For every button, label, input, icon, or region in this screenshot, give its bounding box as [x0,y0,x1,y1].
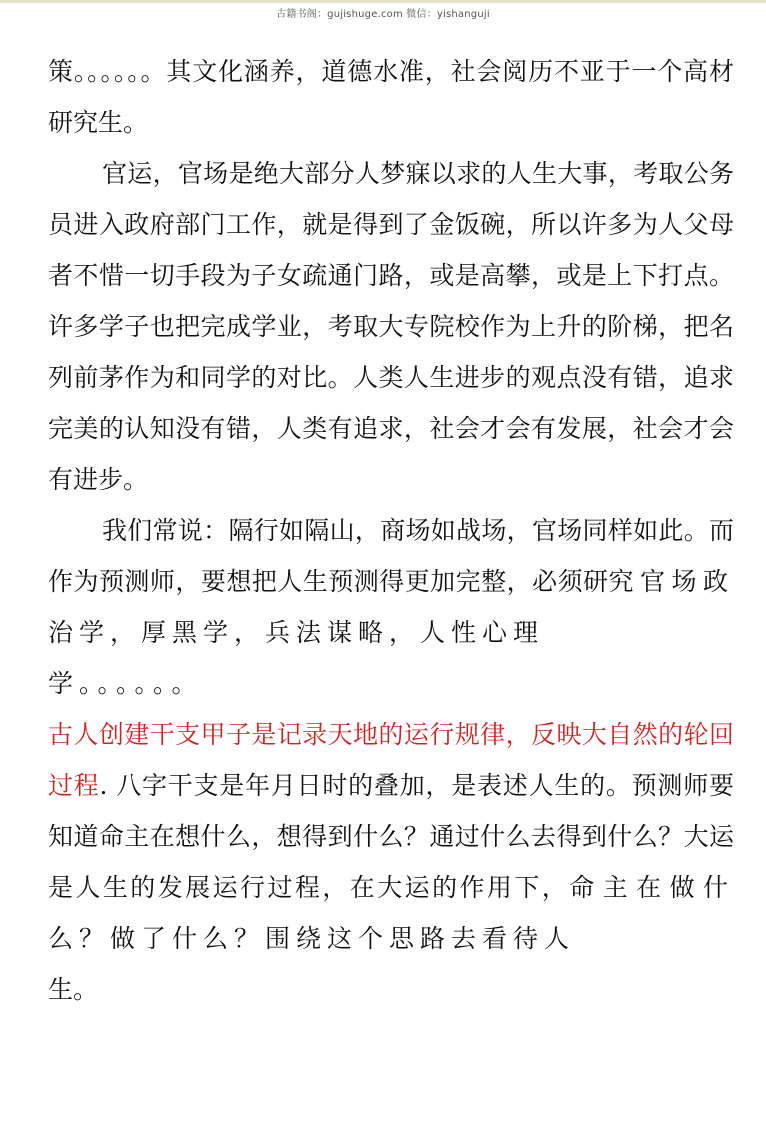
document-body [48,46,734,1015]
paragraph-3-spread-line: 究官场政治学，厚黑学，兵法谋略，人性心理 [48,567,734,647]
paragraph-3-tail: 学。。。。。。 [48,669,203,698]
paragraph-4 [48,709,734,1015]
highlighted-text: 古人创建干支甲子是记录天地的运行规律，反映大自然的轮回过程 [48,720,734,800]
watermark: 古籍书阁：gujishuge.com 微信：yishanguji [276,9,490,20]
paragraph-4-tail: 生。 [48,975,99,1004]
paragraph-3 [48,505,734,709]
paragraph-2: 官运，官场是绝大部分人梦寐以求的人生大事，考取公务员进入政府部门工作，就是得到了金饭碗，所以许多为人父母者不惜一切手段为子女疏通门路，或是高攀，或是上下打点。许多学子也把完成学业，考取大专院校作为上升的阶梯，把名列前茅作为和同学的对比。人类人生进步的观点没有错，追求完美的认知没有错，人类有追求，社会才会有发展，社会才会有进步。 [48,159,734,494]
paragraph-3-text: 我们常说：隔行如隔山，商场如战场，官场同样如此。而作为预测师，要想把人生预测得更加完整，必须研 [48,516,734,596]
paragraph-4-text: . 八字干支是年月日时的叠加，是表述人生的。预测师要知道命主在想什么，想得到什么？通过什么去得到什么？大运是人生的发展运行过程，在大运的作用下， [48,771,734,902]
paragraph-1: 策。。。。。。其文化涵养，道德水准，社会阅历不亚于一个高材研究生。 [48,57,734,137]
paragraph-4-spread-line: 命主在做什么？做了什么？围绕这个思路去看待人 [48,873,734,953]
top-rule [0,0,766,3]
